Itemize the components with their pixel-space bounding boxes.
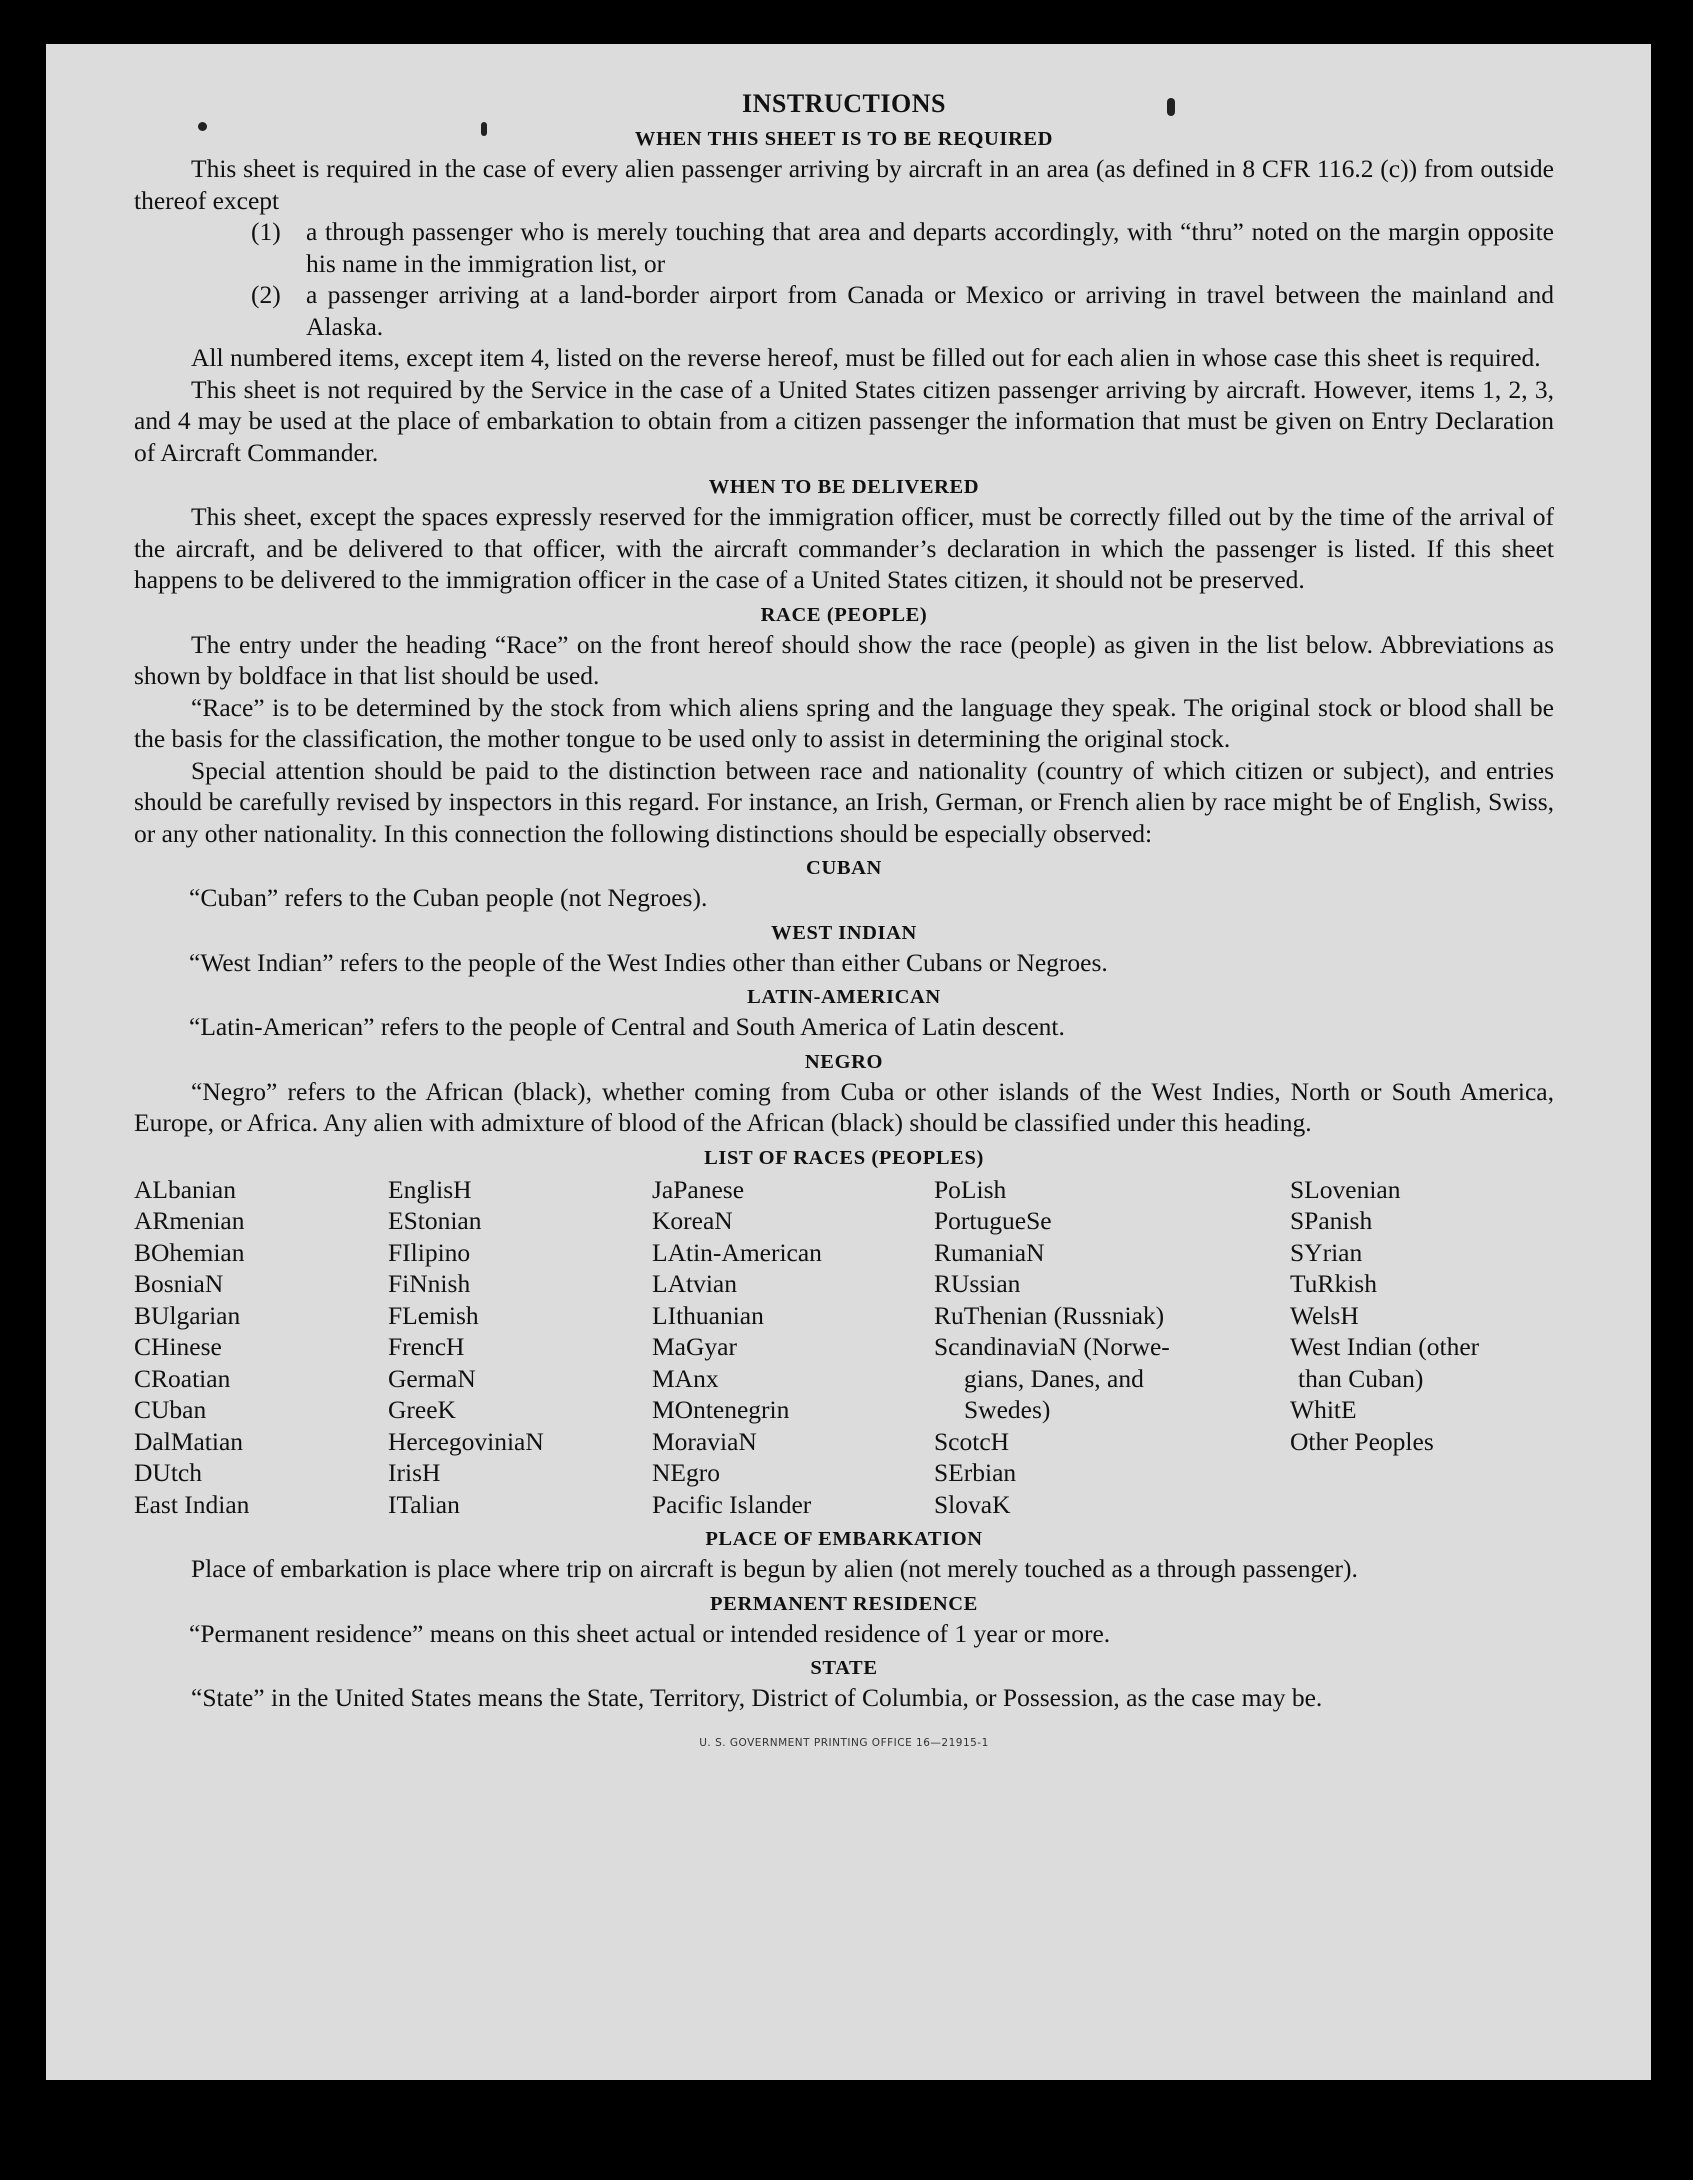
race-entry: ScotcH <box>934 1426 1010 1456</box>
heading-place-of-embarkation: PLACE OF EMBARKATION <box>705 1528 983 1550</box>
race-entry: KoreaN <box>652 1206 733 1235</box>
race-entry: RuThenian (Russniak) <box>934 1300 1165 1330</box>
paragraph: The entry under the heading “Race” on the front hereof should show the race (people) as given in the list below. Abbreviations as shown by boldface in that list should be used. <box>134 629 1554 690</box>
race-entry: Pacific Islander <box>652 1489 812 1519</box>
race-entry: PoLish <box>934 1174 1007 1204</box>
race-entry: HercegoviniaN <box>388 1426 544 1456</box>
paragraph: This sheet, except the spaces expressly reserved for the immigration officer, must be correctly filled out by the time of the arrival of the aircraft, and be delivered to that officer, with the aircraft commander’s declaration in which the passenger is listed. If this sheet happens to be delivered to the immigration officer in the case of a United States citizen, it should not be preserved. <box>134 502 1554 594</box>
race-entry: TuRkish <box>1290 1269 1377 1298</box>
race-entry: RUssian <box>934 1269 1021 1298</box>
race-list <box>134 1174 1554 1521</box>
heading-when-required: WHEN THIS SHEET IS TO BE REQUIRED <box>634 128 1054 150</box>
paragraph: This sheet is not required by the Service in the case of a United States citizen passenger arriving by aircraft. However, items 1, 2, 3, and 4 may be used at the place of embarkation to obtain from a citizen passenger the information that must be given on Entry Declaration of Aircraft Commander. <box>134 374 1554 467</box>
race-entry: FLemish <box>388 1300 479 1330</box>
race-entry: ScandinaviaN (Norwe- <box>934 1332 1170 1361</box>
race-entry: MAnx <box>652 1363 719 1393</box>
race-entry: WelsH <box>1290 1300 1359 1330</box>
race-entry: ARmenian <box>134 1206 245 1235</box>
heading-cuban: CUBAN <box>806 857 882 879</box>
race-entry: West Indian (other <box>1290 1332 1480 1361</box>
race-entry: LAtin-American <box>652 1237 822 1267</box>
heading-list-of-races: LIST OF RACES (PEOPLES) <box>704 1146 984 1169</box>
paragraph: “West Indian” refers to the people of the West Indies other than either Cubans or Negroes. <box>189 947 1108 977</box>
race-entry: SPanish <box>1290 1206 1373 1235</box>
race-entry: PortugueSe <box>934 1206 1052 1235</box>
race-entry: SLovenian <box>1290 1174 1401 1204</box>
heading-negro: NEGRO <box>804 1050 884 1073</box>
race-entry: RumaniaN <box>934 1237 1045 1267</box>
paragraph: “Permanent residence” means on this sheet actual or intended residence of 1 year or more. <box>189 1618 1111 1648</box>
race-entry: BosniaN <box>134 1269 224 1298</box>
paragraph: “Cuban” refers to the Cuban people (not Negroes). <box>189 883 708 912</box>
race-entry: BUlgarian <box>134 1300 241 1330</box>
race-entry: GreeK <box>388 1395 456 1424</box>
race-entry: WhitE <box>1290 1395 1357 1424</box>
race-entry: Swedes) <box>964 1395 1051 1424</box>
race-entry: NEgro <box>652 1458 720 1487</box>
race-entry: CHinese <box>134 1332 222 1361</box>
race-entry: JaPanese <box>652 1174 745 1204</box>
race-entry: East Indian <box>134 1489 250 1519</box>
race-entry: EStonian <box>388 1206 482 1235</box>
paragraph: All numbered items, except item 4, listed on the reverse hereof, must be filled out for each alien in whose case this sheet is required. <box>191 343 1541 372</box>
race-entry: EnglisH <box>388 1174 472 1204</box>
paragraph: Special attention should be paid to the distinction between race and nationality (country of which citizen or subject), and entries should be carefully revised by inspectors in this regard. For instance, an Irish, German, or French alien by race might be of English, Swiss, or any other nationality. In this connection the following distinctions should be especially observed: <box>134 755 1554 848</box>
heading-state: STATE <box>810 1657 878 1679</box>
race-entry: DUtch <box>134 1458 202 1487</box>
page-title: INSTRUCTIONS <box>742 89 946 118</box>
paragraph: “Race” is to be determined by the stock from which aliens spring and the language they speak. The original stock or blood shall be the basis for the classification, the mother tongue to be used only to assist in determining the original stock. <box>134 692 1554 753</box>
race-entry: ALbanian <box>134 1174 236 1204</box>
race-column <box>1290 1174 1554 1521</box>
heading-race: RACE (PEOPLE) <box>760 603 928 626</box>
race-entry: ITalian <box>388 1489 460 1519</box>
heading-west-indian: WEST INDIAN <box>771 921 917 944</box>
paragraph: “State” in the United States means the State, Territory, District of Columbia, or Possession, as the case may be. <box>191 1683 1323 1712</box>
race-entry: Other Peoples <box>1290 1426 1434 1456</box>
document-page <box>46 44 1651 2080</box>
race-column <box>934 1174 1290 1521</box>
paragraph: “Latin-American” refers to the people of Central and South America of Latin descent. <box>189 1012 1065 1041</box>
race-column <box>652 1174 934 1521</box>
race-entry: SlovaK <box>934 1489 1011 1519</box>
race-entry: CRoatian <box>134 1363 231 1393</box>
list-item: (1) a through passenger who is merely touching that area and departs accordingly, with “thru” noted on the margin opposite his name in the immigration list, or <box>251 217 1554 278</box>
race-entry: gians, Danes, and <box>964 1363 1144 1393</box>
list-item: (2) a passenger arriving at a land-border airport from Canada or Mexico or arriving in travel between the mainland and Alaska. <box>251 280 1554 341</box>
race-entry: FrencH <box>388 1332 465 1361</box>
race-entry: than Cuban) <box>1298 1363 1424 1393</box>
race-entry: MOntenegrin <box>652 1395 790 1424</box>
race-column <box>388 1174 652 1521</box>
paragraph: This sheet is required in the case of every alien passenger arriving by aircraft in an area (as defined in 8 CFR 116.2 (c)) from outside thereof except <box>134 154 1554 215</box>
race-entry: GermaN <box>388 1363 476 1393</box>
race-entry: LIthuanian <box>652 1300 764 1330</box>
heading-permanent-residence: PERMANENT RESIDENCE <box>710 1592 978 1615</box>
race-entry: MaGyar <box>652 1332 737 1361</box>
race-entry: LAtvian <box>652 1269 737 1298</box>
paragraph: Place of embarkation is place where trip on aircraft is begun by alien (not merely touched as a through passenger). <box>191 1554 1358 1583</box>
race-entry: BOhemian <box>134 1237 245 1267</box>
race-entry: CUban <box>134 1395 207 1424</box>
paragraph: “Negro” refers to the African (black), whether coming from Cuba or other islands of the West Indies, North or South America, Europe, or Africa. Any alien with admixture of blood of the African (black) should be classified under this heading. <box>134 1076 1554 1137</box>
race-entry: DalMatian <box>134 1426 244 1456</box>
race-entry: FIlipino <box>388 1237 471 1267</box>
heading-latin-american: LATIN-AMERICAN <box>747 986 941 1008</box>
race-entry: IrisH <box>388 1458 441 1487</box>
race-entry: SErbian <box>934 1458 1017 1487</box>
race-entry: MoraviaN <box>652 1426 757 1456</box>
race-column <box>134 1174 388 1521</box>
race-entry: SYrian <box>1290 1237 1363 1267</box>
printer-imprint: U. S. GOVERNMENT PRINTING OFFICE 16—21915-1 <box>699 1736 989 1749</box>
race-entry: FiNnish <box>388 1269 471 1298</box>
heading-when-delivered: WHEN TO BE DELIVERED <box>708 476 980 498</box>
instructions-body <box>134 88 1554 1759</box>
